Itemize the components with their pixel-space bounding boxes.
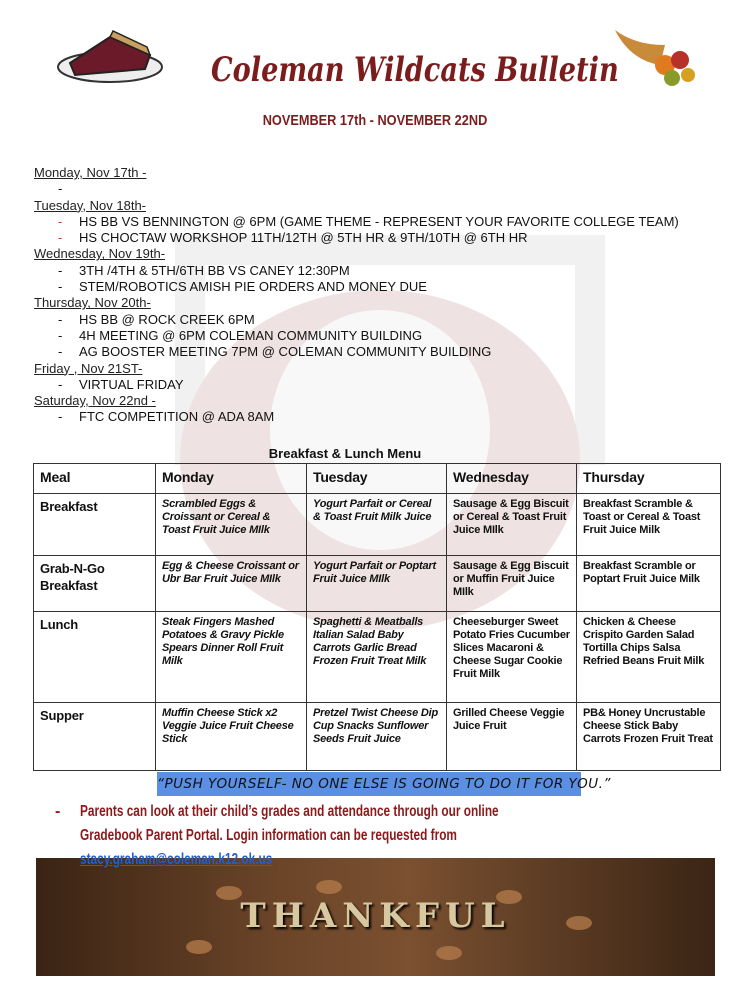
- menu-cell: Breakfast Scramble & Toast or Cereal & Toast Fruit Juice Milk: [577, 494, 721, 556]
- menu-cell: Scrambled Eggs & Croissant or Cereal & Toast Fruit Juice MIlk: [156, 494, 307, 556]
- schedule-item: [34, 328, 744, 344]
- weekly-schedule: [34, 165, 744, 426]
- menu-cell: Yogurt Parfait or Poptart Fruit Juice MIlk: [307, 556, 447, 612]
- menu-cell: Breakfast Scramble or Poptart Fruit Juice Milk: [577, 556, 721, 612]
- schedule-item-text: HS CHOCTAW WORKSHOP 11TH/12TH @ 5TH HR & 9TH/10TH @ 6TH HR: [79, 230, 528, 246]
- leaf-decoration: [316, 880, 342, 894]
- bullet-dash: -: [58, 262, 63, 278]
- bullet-dash: -: [58, 409, 63, 425]
- schedule-day: Thursday, Nov 20th-: [34, 295, 151, 311]
- bullet-dash: -: [58, 376, 63, 392]
- schedule-item: [34, 181, 744, 197]
- schedule-item: [34, 377, 744, 393]
- header-tuesday: Tuesday: [307, 464, 447, 494]
- cornucopia-illustration: [610, 20, 700, 90]
- schedule-day: Tuesday, Nov 18th-: [34, 197, 146, 213]
- schedule-item-text: AG BOOSTER MEETING 7PM @ COLEMAN COMMUNITY BUILDING: [79, 344, 492, 360]
- schedule-item-text: VIRTUAL FRIDAY: [79, 376, 184, 392]
- schedule-item-text: FTC COMPETITION @ ADA 8AM: [79, 409, 275, 425]
- menu-row: [34, 556, 721, 612]
- menu-row: [34, 612, 721, 703]
- menu-table: [33, 463, 721, 771]
- leaf-decoration: [436, 946, 462, 960]
- contact-email-link[interactable]: stacy.graham@coleman.k12.ok.us: [80, 851, 273, 868]
- bullet-dash: -: [58, 279, 63, 295]
- title-container: [160, 50, 620, 100]
- bullet-dash: -: [58, 213, 63, 229]
- meal-name: Supper: [34, 703, 156, 771]
- menu-cell: Steak Fingers Mashed Potatoes & Gravy Pickle Spears Dinner Roll Fruit Milk: [156, 612, 307, 703]
- schedule-item-text: 3TH /4TH & 5TH/6TH BB VS CANEY 12:30PM: [79, 262, 350, 278]
- parent-portal-note: [55, 800, 720, 868]
- menu-header-row: [34, 464, 721, 494]
- meal-name: Breakfast: [34, 494, 156, 556]
- menu-title: Breakfast & Lunch Menu: [268, 446, 422, 461]
- schedule-item: [34, 214, 744, 230]
- schedule-day: Saturday, Nov 22nd -: [34, 393, 156, 409]
- menu-cell: Sausage & Egg Biscuit or Cereal & Toast Fruit Juice MIlk: [447, 494, 577, 556]
- bullet-dash: -: [58, 311, 63, 327]
- header-wednesday: Wednesday: [447, 464, 577, 494]
- bulletin-title: Coleman Wildcats Bulletin: [210, 50, 619, 90]
- menu-cell: Egg & Cheese Croissant or Ubr Bar Fruit Juice MIlk: [156, 556, 307, 612]
- schedule-item: [34, 263, 744, 279]
- schedule-day: Wednesday, Nov 19th-: [34, 246, 166, 262]
- schedule-item: [34, 409, 744, 425]
- meal-name: Grab-N-Go Breakfast: [34, 556, 156, 612]
- leaf-decoration: [186, 940, 212, 954]
- schedule-day: Friday , Nov 21ST-: [34, 360, 143, 376]
- schedule-item-text: STEM/ROBOTICS AMISH PIE ORDERS AND MONEY DUE: [79, 279, 427, 295]
- menu-row: [34, 494, 721, 556]
- menu-cell: Grilled Cheese Veggie Juice Fruit: [447, 703, 577, 771]
- schedule-item-text: HS BB VS BENNINGTON @ 6PM (GAME THEME - REPRESENT YOUR FAVORITE COLLEGE TEAM): [79, 213, 679, 229]
- bullet-dash: -: [55, 803, 61, 820]
- bullet-dash: -: [58, 181, 63, 197]
- menu-row: [34, 703, 721, 771]
- menu-cell: Sausage & Egg Biscuit or Muffin Fruit Juice MIlk: [447, 556, 577, 612]
- schedule-item: [34, 279, 744, 295]
- bullet-dash: -: [58, 230, 63, 246]
- header-thursday: Thursday: [577, 464, 721, 494]
- bullet-dash: -: [58, 327, 63, 343]
- lower-section: [33, 463, 720, 976]
- menu-cell: Yogurt Parfait or Cereal & Toast Fruit Milk Juice: [307, 494, 447, 556]
- thankful-banner: [36, 858, 715, 976]
- bullet-dash: -: [58, 344, 63, 360]
- date-range: NOVEMBER 17th - NOVEMBER 22ND: [262, 112, 488, 129]
- menu-cell: Muffin Cheese Stick x2 Veggie Juice Fruit Cheese Stick: [156, 703, 307, 771]
- schedule-item: [34, 344, 744, 360]
- banner-word: THANKFUL: [240, 896, 511, 936]
- schedule-item: [34, 312, 744, 328]
- menu-cell: PB& Honey Uncrustable Cheese Stick Baby Carrots Frozen Fruit Treat: [577, 703, 721, 771]
- menu-cell: Spaghetti & Meatballs Italian Salad Baby Carrots Garlic Bread Frozen Fruit Treat Milk: [307, 612, 447, 703]
- menu-cell: Pretzel Twist Cheese Dip Cup Snacks Sunflower Seeds Fruit Juice: [307, 703, 447, 771]
- motivational-quote: “PUSH YOURSELF- NO ONE ELSE IS GOING TO DO IT FOR YOU.”: [157, 772, 581, 796]
- pie-illustration: [55, 25, 165, 85]
- menu-cell: Chicken & Cheese Crispito Garden Salad Tortilla Chips Salsa Refried Beans Fruit Milk: [577, 612, 721, 703]
- schedule-item-text: HS BB @ ROCK CREEK 6PM: [79, 311, 255, 327]
- schedule-item-text: 4H MEETING @ 6PM COLEMAN COMMUNITY BUILDING: [79, 327, 423, 343]
- menu-cell: Cheeseburger Sweet Potato Fries Cucumber Slices Macaroni & Cheese Sugar Cookie Fruit Milk: [447, 612, 577, 703]
- header-monday: Monday: [156, 464, 307, 494]
- schedule-item: [34, 230, 744, 246]
- meal-name: Lunch: [34, 612, 156, 703]
- header-meal: Meal: [34, 464, 156, 494]
- parent-portal-text: Parents can look at their child’s grades and attendance through our online Gradebook Parent Portal. Login information can be requested from: [80, 803, 499, 844]
- schedule-day: Monday, Nov 17th -: [34, 165, 147, 180]
